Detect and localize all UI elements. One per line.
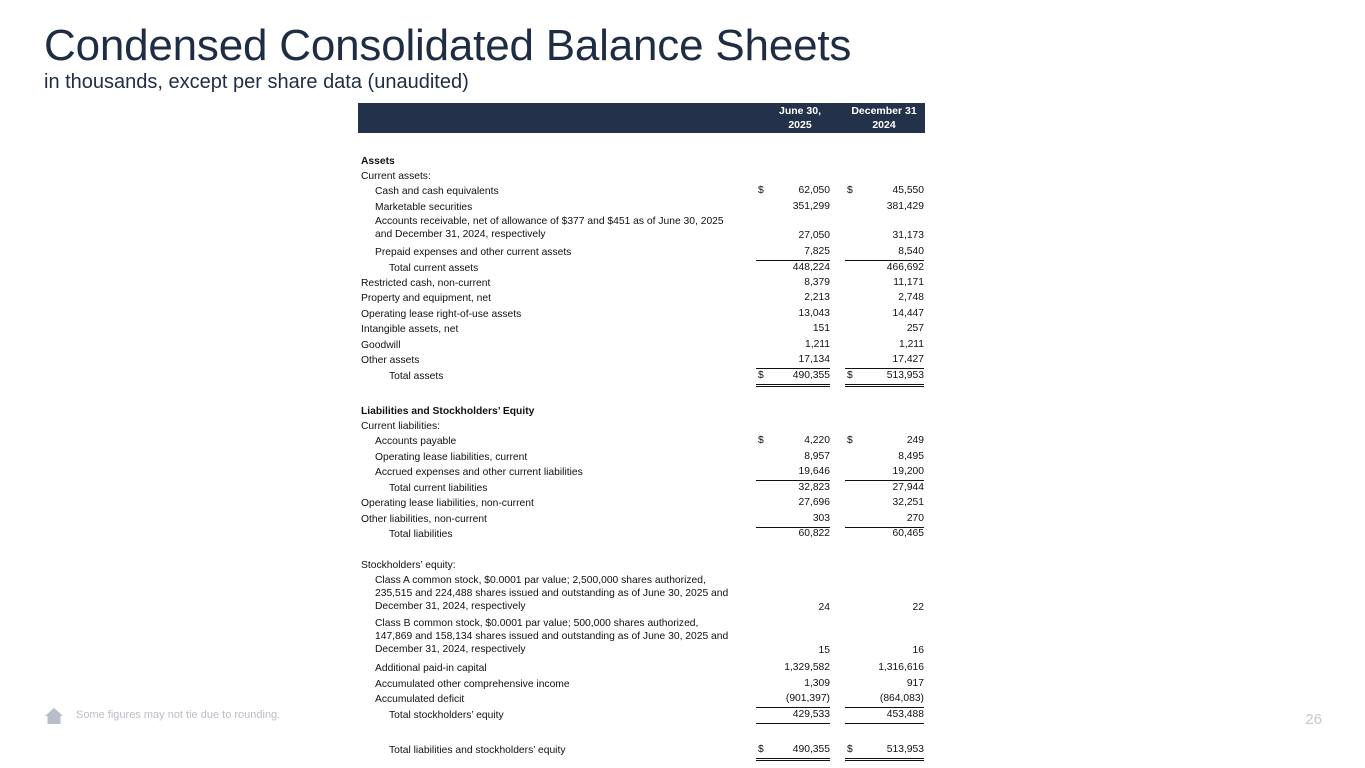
value-june-2025: 15 xyxy=(818,645,830,656)
underline-rule xyxy=(845,758,924,759)
row-label: Cash and cash equivalents xyxy=(375,186,499,197)
underline-rule xyxy=(845,480,924,481)
table-row xyxy=(358,420,925,433)
underline-rule xyxy=(845,384,924,385)
dollar-sign: $ xyxy=(847,185,853,196)
table-row xyxy=(358,292,925,305)
value-december-2024: 19,200 xyxy=(892,466,924,477)
value-june-2025: 27,050 xyxy=(798,230,830,241)
underline-rule xyxy=(845,386,924,387)
dollar-sign: $ xyxy=(758,435,764,446)
value-june-2025: 8,379 xyxy=(804,277,830,288)
value-december-2024: 466,692 xyxy=(886,262,924,273)
row-label: Accumulated other comprehensive income xyxy=(375,679,570,690)
row-label: Goodwill xyxy=(361,340,401,351)
value-june-2025: 490,355 xyxy=(792,744,830,755)
table-row xyxy=(358,497,925,510)
value-june-2025: 4,220 xyxy=(804,435,830,446)
value-december-2024: 8,540 xyxy=(898,246,924,257)
value-december-2024: 917 xyxy=(906,678,924,689)
row-label: Operating lease liabilities, current xyxy=(375,452,528,463)
underline-rule xyxy=(756,260,830,261)
value-december-2024: 45,550 xyxy=(892,185,924,196)
underline-rule xyxy=(756,707,830,708)
row-label: Prepaid expenses and other current assets xyxy=(375,247,572,258)
table-row xyxy=(358,170,925,183)
row-label: Stockholders’ equity: xyxy=(361,560,456,571)
row-label: Restricted cash, non-current xyxy=(361,278,491,289)
value-december-2024: 257 xyxy=(906,323,924,334)
value-june-2025: 13,043 xyxy=(798,308,830,319)
table-row xyxy=(358,354,925,367)
value-december-2024: 453,488 xyxy=(886,709,924,720)
value-december-2024: 14,447 xyxy=(892,308,924,319)
table-row xyxy=(358,513,925,526)
row-label: Additional paid-in capital xyxy=(375,663,487,674)
value-june-2025: 351,299 xyxy=(792,201,830,212)
value-june-2025: 7,825 xyxy=(804,246,830,257)
value-december-2024: 513,953 xyxy=(886,744,924,755)
value-june-2025: 60,822 xyxy=(798,528,830,539)
table-row xyxy=(358,451,925,464)
dollar-sign: $ xyxy=(758,370,764,381)
row-label: Operating lease liabilities, non-current xyxy=(361,498,534,509)
row-label: Assets xyxy=(361,156,395,167)
row-label: Liabilities and Stockholders’ Equity xyxy=(361,406,535,417)
value-december-2024: 32,251 xyxy=(892,497,924,508)
row-label: Total liabilities and stockholders’ equity xyxy=(389,745,566,756)
table-row xyxy=(358,246,925,259)
value-december-2024: 249 xyxy=(906,435,924,446)
underline-rule xyxy=(756,723,830,724)
value-december-2024: 22 xyxy=(912,602,924,613)
dollar-sign: $ xyxy=(847,744,853,755)
value-june-2025: 490,355 xyxy=(792,370,830,381)
table-row xyxy=(358,201,925,214)
table-row xyxy=(358,617,925,658)
row-label: Current assets: xyxy=(361,171,431,182)
table-row xyxy=(358,155,925,168)
value-december-2024: 11,171 xyxy=(893,277,924,288)
table-row xyxy=(358,693,925,706)
value-june-2025: 32,823 xyxy=(798,482,830,493)
row-label: Intangible assets, net xyxy=(361,324,459,335)
value-june-2025: 2,213 xyxy=(804,292,830,303)
table-row xyxy=(358,185,925,198)
dollar-sign: $ xyxy=(847,370,853,381)
value-june-2025: 1,309 xyxy=(804,678,830,689)
underline-rule xyxy=(756,384,830,385)
table-row xyxy=(358,466,925,479)
table-row xyxy=(358,574,925,615)
table-row xyxy=(358,277,925,290)
table-row xyxy=(358,308,925,321)
page-title: Condensed Consolidated Balance Sheets xyxy=(44,21,852,70)
value-december-2024: 60,465 xyxy=(892,528,924,539)
row-label: Other assets xyxy=(361,355,420,366)
table-row xyxy=(358,559,925,572)
value-june-2025: 303 xyxy=(812,513,830,524)
row-label: Operating lease right-of-use assets xyxy=(361,309,522,320)
balance-sheet-table xyxy=(358,103,925,756)
table-header xyxy=(358,103,925,133)
underline-rule xyxy=(756,758,830,759)
row-label: Total stockholders’ equity xyxy=(389,710,504,721)
value-june-2025: 1,211 xyxy=(804,339,830,350)
value-december-2024: 513,953 xyxy=(886,370,924,381)
value-december-2024: 17,427 xyxy=(892,354,924,365)
row-label: Total current liabilities xyxy=(389,483,488,494)
table-row xyxy=(358,370,925,383)
table-row xyxy=(358,215,925,243)
table-row xyxy=(358,662,925,675)
value-june-2025: 429,533 xyxy=(792,709,830,720)
value-december-2024: 1,211 xyxy=(898,339,924,350)
page-number: 26 xyxy=(1305,711,1322,728)
value-june-2025: 1,329,582 xyxy=(784,662,830,673)
table-row xyxy=(358,405,925,418)
value-december-2024: 31,173 xyxy=(892,230,924,241)
row-label: Marketable securities xyxy=(375,202,473,213)
row-label: Property and equipment, net xyxy=(361,293,491,304)
rounding-footnote: Some figures may not tie due to rounding. xyxy=(76,709,281,721)
value-june-2025: 19,646 xyxy=(798,466,830,477)
table-row xyxy=(358,435,925,448)
value-june-2025: 27,696 xyxy=(798,497,830,508)
row-label: Accounts receivable, net of allowance of $377 and $451 as of June 30, 2025 and December 31, 2024, respectively xyxy=(375,216,724,240)
table-row xyxy=(358,262,925,275)
underline-rule xyxy=(845,368,924,369)
underline-rule xyxy=(756,368,830,369)
value-december-2024: 16 xyxy=(912,645,924,656)
row-label: Total liabilities xyxy=(389,529,453,540)
underline-rule xyxy=(756,386,830,387)
dollar-sign: $ xyxy=(847,435,853,446)
row-label: Total current assets xyxy=(389,263,479,274)
underline-rule xyxy=(756,760,830,761)
row-label: Class B common stock, $0.0001 par value; 500,000 shares authorized, 147,869 and 158,134 shares issued and outstanding as of June 30, 2025 and December 31, 2024, respectively xyxy=(375,618,729,655)
value-december-2024: 8,495 xyxy=(898,451,924,462)
underline-rule xyxy=(756,480,830,481)
value-june-2025: 448,224 xyxy=(792,262,830,273)
table-row xyxy=(358,744,925,757)
row-label: Accrued expenses and other current liabilities xyxy=(375,467,583,478)
table-row xyxy=(358,528,925,541)
page-subtitle: in thousands, except per share data (unaudited) xyxy=(44,71,469,93)
dollar-sign: $ xyxy=(758,185,764,196)
home-icon[interactable] xyxy=(44,707,64,725)
row-label: Class A common stock, $0.0001 par value; 2,500,000 shares authorized, 235,515 and 224,488 shares issued and outstanding as of June 30, 2025 and December 31, 2024, respectively xyxy=(375,575,729,612)
underline-rule xyxy=(845,707,924,708)
table-row xyxy=(358,709,925,722)
value-june-2025: 151 xyxy=(812,323,830,334)
value-june-2025: 17,134 xyxy=(798,354,830,365)
column-header-december-2024: December 31 2024 xyxy=(851,105,917,131)
value-december-2024: (864,083) xyxy=(879,693,924,704)
row-label: Accumulated deficit xyxy=(375,694,465,705)
underline-rule xyxy=(845,260,924,261)
dollar-sign: $ xyxy=(758,744,764,755)
underline-rule xyxy=(845,723,924,724)
table-row xyxy=(358,339,925,352)
row-label: Other liabilities, non-current xyxy=(361,514,487,525)
value-december-2024: 381,429 xyxy=(886,201,924,212)
table-row xyxy=(358,323,925,336)
row-label: Total assets xyxy=(389,371,444,382)
value-december-2024: 27,944 xyxy=(892,482,924,493)
table-row xyxy=(358,678,925,691)
table-row xyxy=(358,482,925,495)
value-june-2025: (901,397) xyxy=(785,693,830,704)
row-label: Accounts payable xyxy=(375,436,457,447)
value-december-2024: 270 xyxy=(906,513,924,524)
value-june-2025: 62,050 xyxy=(798,185,830,196)
value-december-2024: 1,316,616 xyxy=(878,662,924,673)
row-label: Current liabilities: xyxy=(361,421,440,432)
underline-rule xyxy=(845,760,924,761)
value-june-2025: 24 xyxy=(818,602,830,613)
value-june-2025: 8,957 xyxy=(804,451,830,462)
value-december-2024: 2,748 xyxy=(898,292,924,303)
column-header-june-2025: June 30, 2025 xyxy=(778,105,822,131)
